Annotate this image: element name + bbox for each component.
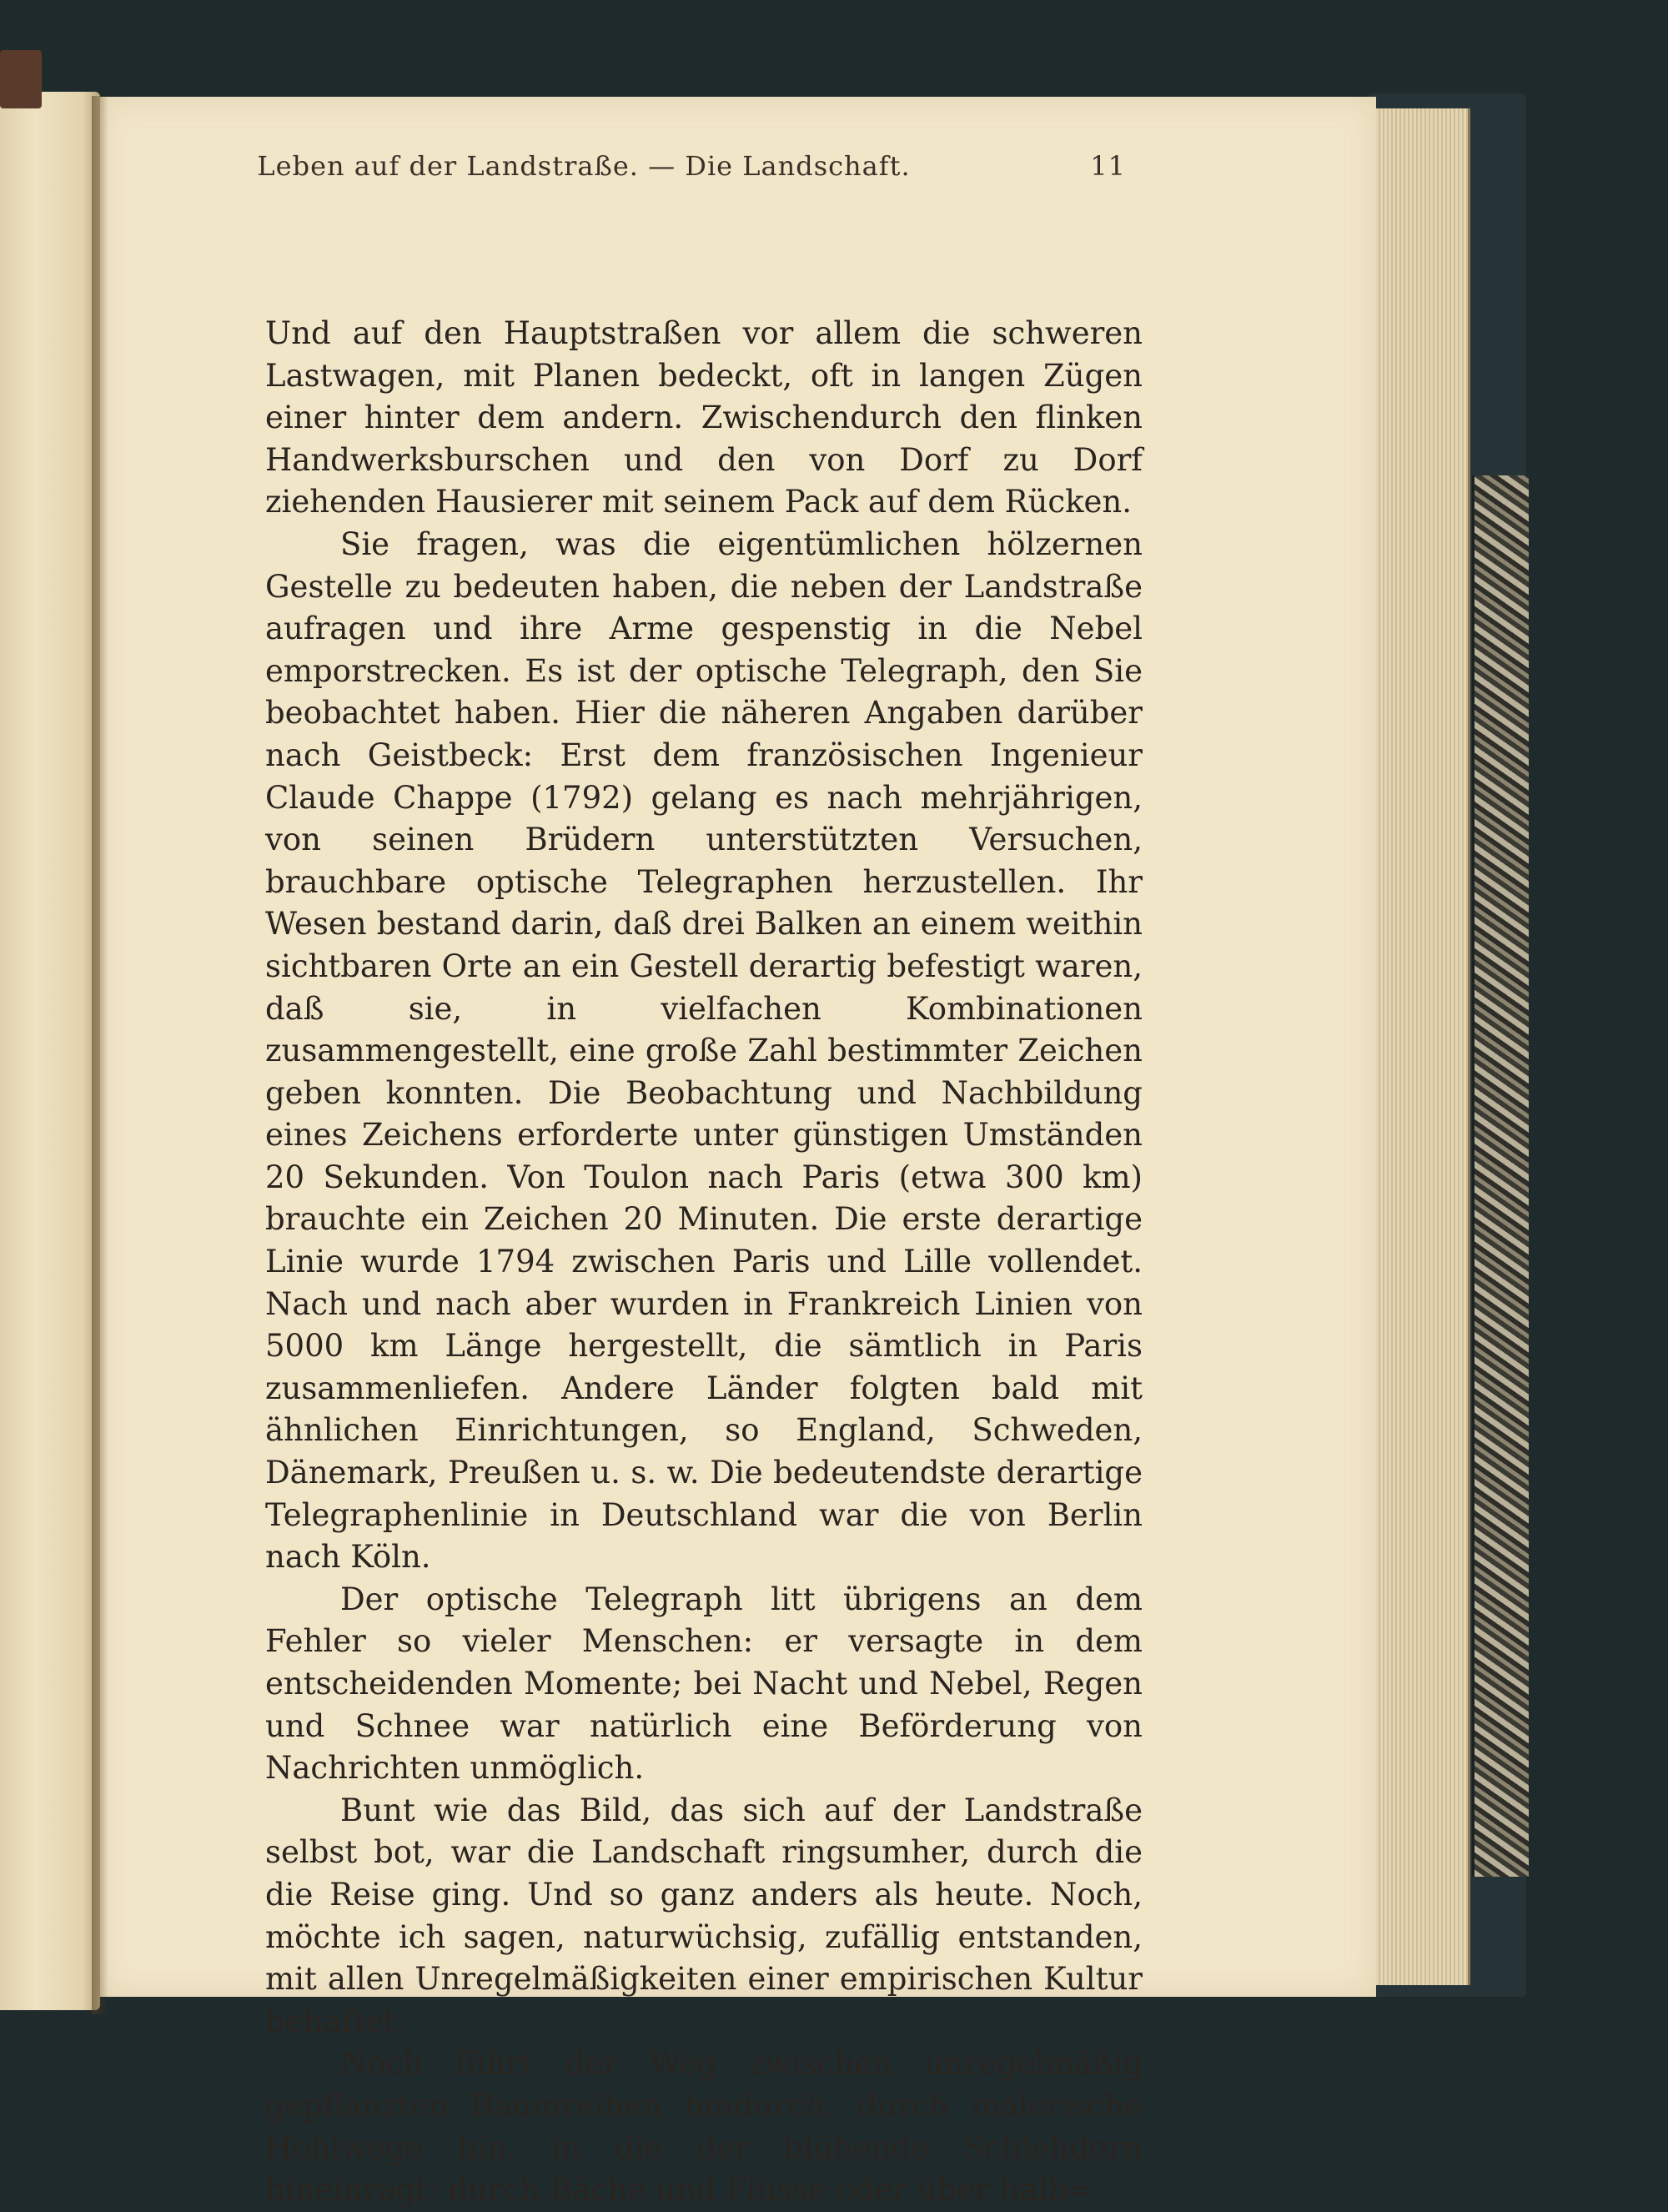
running-head-title: Leben auf der Landstraße. — Die Landschaft. <box>257 150 911 182</box>
paragraph-4: Bunt wie das Bild, das sich auf der Landstraße selbst bot, war die Landschaft ringsumher, durch die die Reise ging. Und so ganz anders als heute. Noch, möchte ich sagen, naturwüchsig, zufällig entstanden, mit allen Unregelmäßigkeiten einer empirischen Kultur behaftet. <box>265 1792 1143 2039</box>
page-block-edge <box>1376 108 1470 1985</box>
left-facing-page <box>0 92 100 2010</box>
paragraph-5: Noch führt der Weg zwischen unregelmäßig gepflanzten Baumreihen hindurch, durch malerische Hohlwege hin, in die der blühende Schlehdorn hineinragt; durch Bäche und Flüsse oder über halb= <box>265 2045 1143 2209</box>
paragraph-1: Und auf den Hauptstraßen vor allem die schweren Lastwagen, mit Planen bedeckt, oft in langen Zügen einer hinter dem andern. Zwischendurch den flinken Handwerksburschen und den von Dorf zu Dorf ziehenden Hausierer mit seinem Pack auf dem Rücken. <box>265 315 1143 520</box>
body-text <box>265 313 1143 2212</box>
running-head <box>167 150 1126 187</box>
page-number: 11 <box>1090 150 1126 182</box>
paragraph-2: Sie fragen, was die eigentümlichen hölzernen Gestelle zu bedeuten haben, die neben der Landstraße aufragen und ihre Arme gespenstig in die Nebel emporstrecken. Es ist der optische Telegraph, den Sie beobachtet haben. Hier die näheren Angaben darüber nach Geistbeck: Erst dem französischen Ingenieur Claude Chappe (1792) gelang es nach mehrjährigen, von seinen Brüdern unterstützten Versuchen, brauchbare optische Telegraphen herzustellen. Ihr Wesen bestand darin, daß drei Balken an einem weithin sichtbaren Orte an ein Gestell derartig befestigt waren, daß sie, in vielfachen Kombinationen zusammengestellt, eine große Zahl bestimmter Zeichen geben konnten. Die Beobachtung und Nachbildung eines Zeichens erforderte unter günstigen Umständen 20 Sekunden. Von Toulon nach Paris (etwa 300 km) brauchte ein Zeichen 20 Minuten. Die erste derartige Linie wurde 1794 zwischen Paris und Lille vollendet. Nach und nach aber wurden in Frankreich Linien von 5000 km Länge hergestellt, die sämtlich in Paris zusammenliefen. Andere Länder folgten bald mit ähnlichen Einrichtungen, so England, Schweden, Dänemark, Preußen u. s. w. Die bedeutendste derartige Telegraphenlinie in Deutschland war die von Berlin nach Köln. <box>265 525 1143 1576</box>
marbled-cover-edge <box>1472 475 1529 1877</box>
paragraph-3: Der optische Telegraph litt übrigens an dem Fehler so vieler Menschen: er versagte in dem entscheidenden Momente; bei Nacht und Nebel, Regen und Schnee war natürlich eine Beförderung von Nachrichten unmöglich. <box>265 1581 1143 1787</box>
spine-shadow <box>92 96 108 2014</box>
left-cover-corner <box>0 50 42 108</box>
